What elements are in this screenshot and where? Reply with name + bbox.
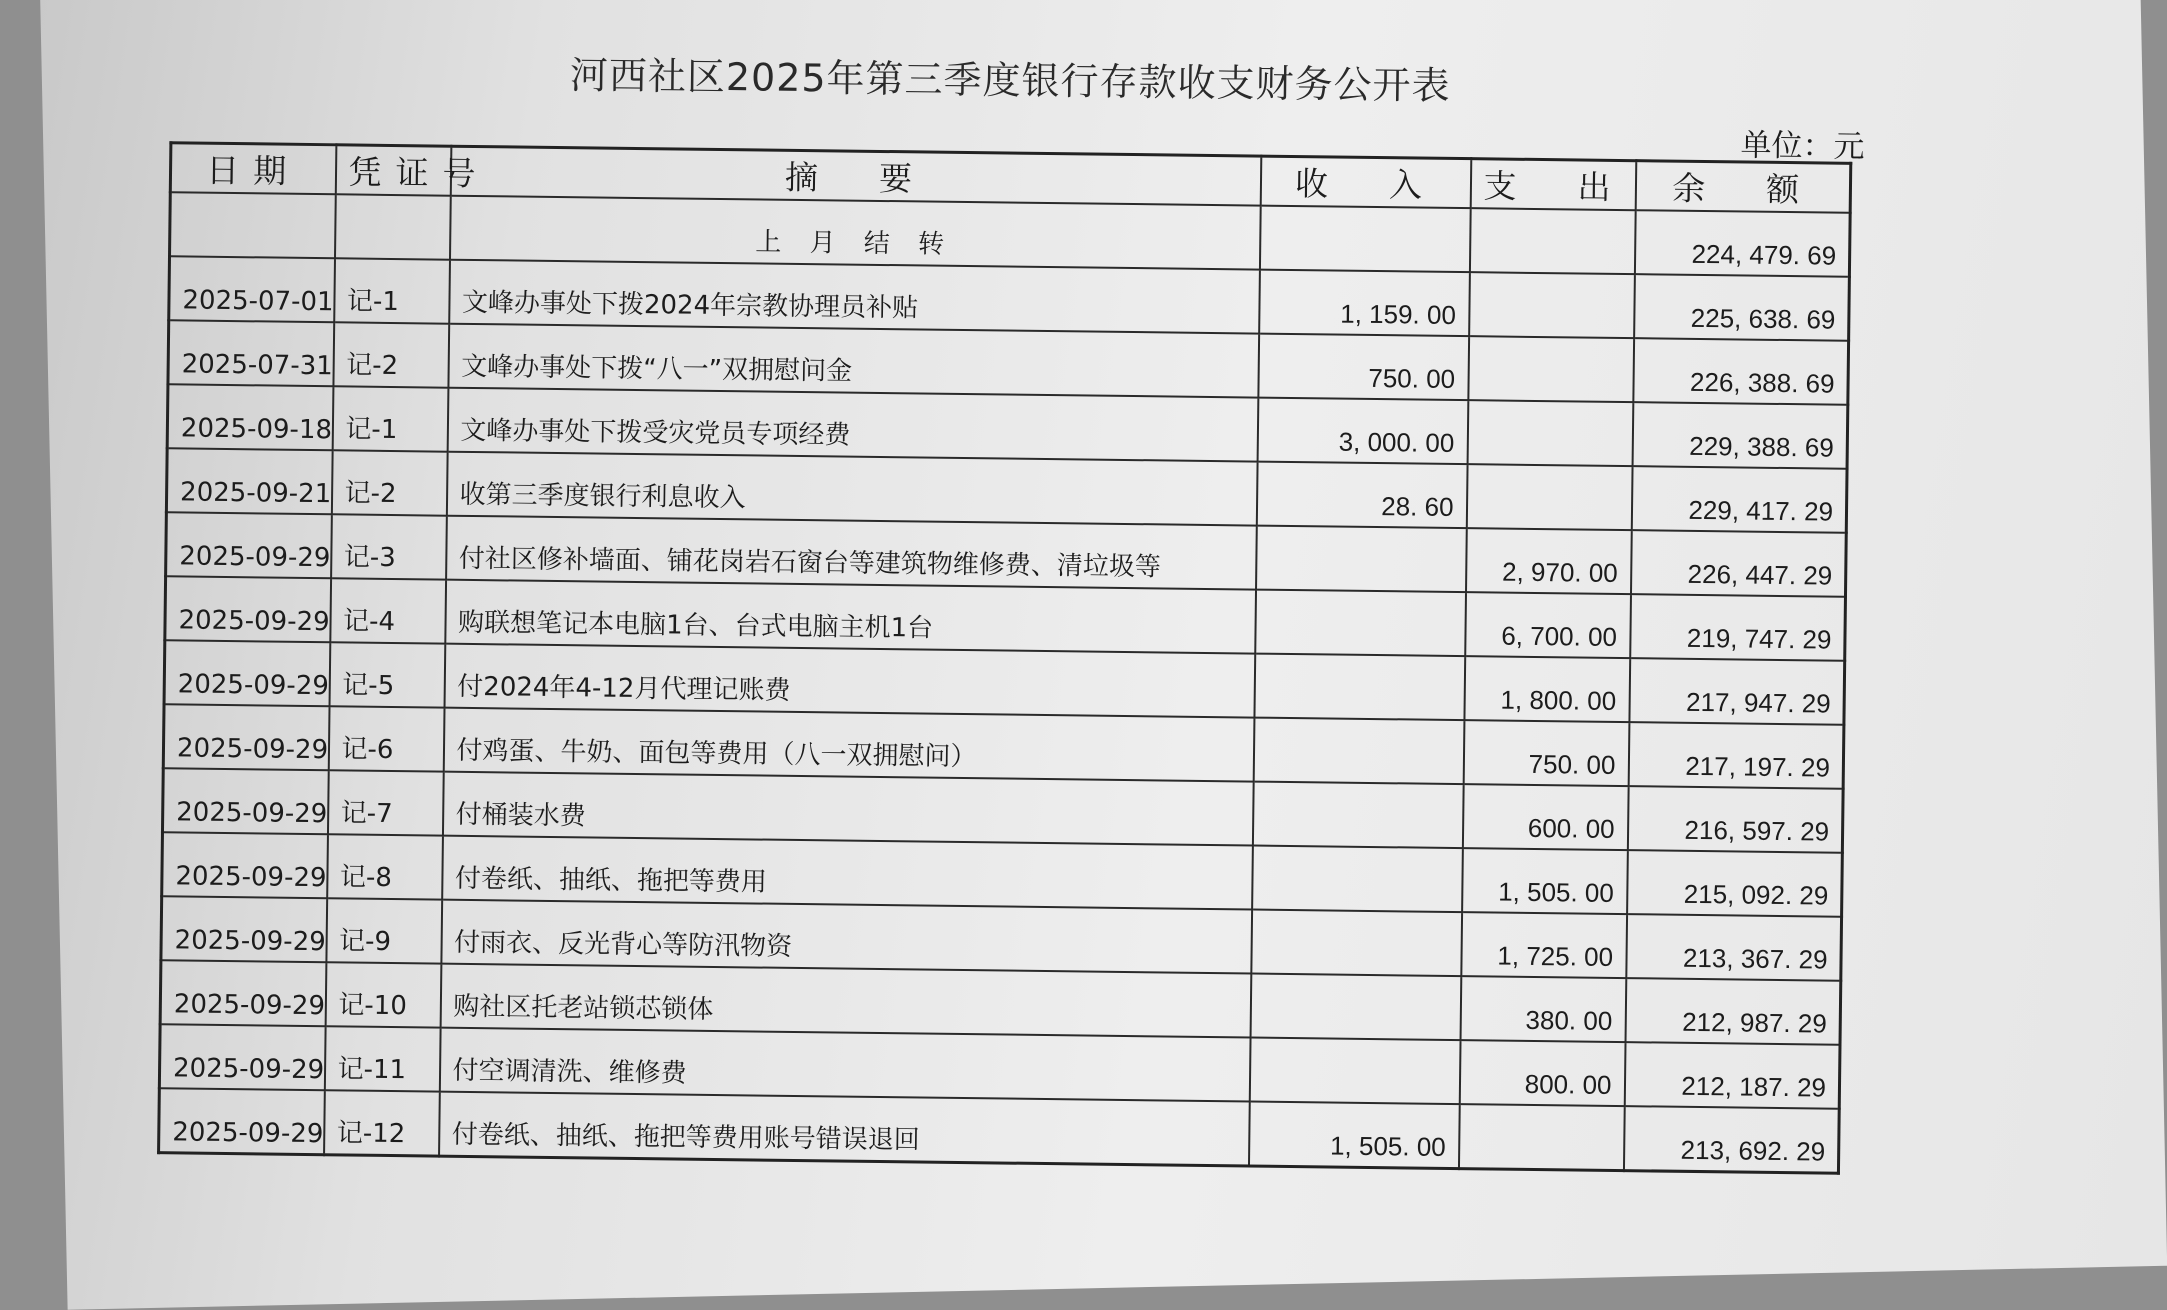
cell-summary: 文峰办事处下拨“八一”双拥慰问金 bbox=[448, 324, 1259, 398]
cell-income bbox=[1255, 590, 1466, 657]
carry-income bbox=[1259, 206, 1470, 273]
cell-income: 3, 000. 00 bbox=[1257, 398, 1468, 465]
carry-date bbox=[170, 192, 336, 258]
cell-date: 2025-09-29 bbox=[166, 512, 332, 578]
document-title: 河西社区2025年第三季度银行存款收支财务公开表 bbox=[569, 53, 1451, 108]
cell-income bbox=[1251, 910, 1462, 977]
cell-expense bbox=[1469, 272, 1635, 338]
cell-summary: 文峰办事处下拨2024年宗教协理员补贴 bbox=[449, 260, 1260, 334]
cell-voucher: 记-1 bbox=[332, 386, 448, 451]
cell-summary: 收第三季度银行利息收入 bbox=[446, 452, 1257, 526]
cell-balance: 226, 388. 69 bbox=[1633, 338, 1849, 405]
cell-voucher: 记-3 bbox=[331, 514, 447, 579]
cell-income: 1, 505. 00 bbox=[1248, 1102, 1459, 1169]
cell-income bbox=[1252, 782, 1463, 849]
cell-summary: 付2024年4-12月代理记账费 bbox=[444, 644, 1255, 718]
cell-income bbox=[1254, 654, 1465, 721]
cell-balance: 225, 638. 69 bbox=[1634, 274, 1850, 341]
cell-voucher: 记-12 bbox=[324, 1090, 440, 1156]
cell-date: 2025-09-21 bbox=[166, 448, 332, 514]
carry-expense bbox=[1469, 208, 1635, 274]
cell-income bbox=[1252, 846, 1463, 913]
cell-date: 2025-09-29 bbox=[165, 576, 331, 642]
cell-date: 2025-09-29 bbox=[160, 960, 326, 1026]
cell-expense bbox=[1467, 400, 1633, 466]
cell-expense: 2, 970. 00 bbox=[1466, 528, 1632, 594]
cell-income bbox=[1250, 974, 1461, 1041]
cell-balance: 217, 947. 29 bbox=[1629, 658, 1845, 725]
cell-date: 2025-07-01 bbox=[169, 256, 335, 322]
cell-voucher: 记-2 bbox=[333, 322, 449, 387]
cell-summary: 文峰办事处下拨受灾党员专项经费 bbox=[447, 388, 1258, 462]
cell-expense: 1, 800. 00 bbox=[1464, 656, 1630, 722]
cell-date: 2025-09-29 bbox=[164, 640, 330, 706]
cell-income bbox=[1253, 718, 1464, 785]
cell-balance: 215, 092. 29 bbox=[1627, 850, 1843, 917]
cell-expense: 800. 00 bbox=[1459, 1040, 1625, 1106]
cell-date: 2025-09-29 bbox=[159, 1024, 325, 1090]
cell-summary: 付卷纸、抽纸、拖把等费用账号错误退回 bbox=[439, 1092, 1250, 1166]
cell-summary: 付卷纸、抽纸、拖把等费用 bbox=[442, 836, 1253, 910]
cell-summary: 购联想笔记本电脑1台、台式电脑主机1台 bbox=[445, 580, 1256, 654]
cell-balance: 217, 197. 29 bbox=[1628, 722, 1844, 789]
header-summary: 摘 要 bbox=[450, 146, 1261, 205]
cell-expense: 600. 00 bbox=[1462, 784, 1628, 850]
cell-voucher: 记-4 bbox=[330, 578, 446, 643]
cell-summary: 付鸡蛋、牛奶、面包等费用（八一双拥慰问） bbox=[443, 708, 1254, 782]
cell-income: 28. 60 bbox=[1256, 462, 1467, 529]
cell-summary: 购社区托老站锁芯锁体 bbox=[440, 964, 1251, 1038]
cell-summary: 付社区修补墙面、铺花岗岩石窗台等建筑物维修费、清垃圾等 bbox=[446, 516, 1257, 590]
cell-expense: 6, 700. 00 bbox=[1465, 592, 1631, 658]
carry-balance: 224, 479. 69 bbox=[1634, 210, 1850, 277]
cell-date: 2025-09-29 bbox=[159, 1088, 325, 1155]
cell-date: 2025-09-29 bbox=[162, 832, 328, 898]
cell-balance: 213, 367. 29 bbox=[1626, 914, 1842, 981]
header-income: 收 入 bbox=[1260, 156, 1471, 208]
header-voucher: 凭证号 bbox=[335, 145, 451, 196]
cell-expense bbox=[1468, 336, 1634, 402]
cell-income: 750. 00 bbox=[1258, 334, 1469, 401]
cell-expense: 750. 00 bbox=[1463, 720, 1629, 786]
cell-balance: 229, 417. 29 bbox=[1631, 466, 1847, 533]
cell-date: 2025-09-29 bbox=[161, 896, 327, 962]
ledger-table bbox=[157, 141, 1852, 1174]
cell-balance: 213, 692. 29 bbox=[1623, 1106, 1839, 1173]
cell-income bbox=[1249, 1038, 1460, 1105]
cell-voucher: 记-1 bbox=[334, 258, 450, 323]
cell-income: 1, 159. 00 bbox=[1259, 270, 1470, 337]
cell-date: 2025-09-18 bbox=[167, 384, 333, 450]
cell-expense: 1, 725. 00 bbox=[1461, 912, 1627, 978]
cell-voucher: 记-10 bbox=[325, 962, 441, 1027]
cell-voucher: 记-8 bbox=[327, 834, 443, 899]
cell-date: 2025-09-29 bbox=[163, 704, 329, 770]
cell-balance: 212, 987. 29 bbox=[1625, 978, 1841, 1045]
cell-summary: 付桶装水费 bbox=[442, 772, 1253, 846]
cell-voucher: 记-11 bbox=[324, 1026, 440, 1091]
header-balance: 余 额 bbox=[1635, 161, 1851, 213]
cell-balance: 216, 597. 29 bbox=[1627, 786, 1843, 853]
cell-voucher: 记-9 bbox=[326, 898, 442, 963]
cell-expense bbox=[1466, 464, 1632, 530]
financial-statement bbox=[157, 27, 1971, 1176]
carry-voucher bbox=[334, 194, 450, 259]
cell-summary: 付雨衣、反光背心等防汛物资 bbox=[441, 900, 1252, 974]
cell-balance: 212, 187. 29 bbox=[1624, 1042, 1840, 1109]
cell-date: 2025-09-29 bbox=[162, 768, 328, 834]
cell-voucher: 记-7 bbox=[327, 770, 443, 835]
cell-voucher: 记-6 bbox=[328, 706, 444, 771]
header-expense: 支 出 bbox=[1470, 159, 1636, 211]
cell-summary: 付空调清洗、维修费 bbox=[439, 1028, 1250, 1102]
cell-expense bbox=[1458, 1104, 1624, 1171]
cell-voucher: 记-2 bbox=[331, 450, 447, 515]
cell-balance: 226, 447. 29 bbox=[1630, 530, 1846, 597]
cell-date: 2025-07-31 bbox=[168, 320, 334, 386]
cell-income bbox=[1256, 526, 1467, 593]
unit-label: 单位：元 bbox=[1740, 127, 1865, 165]
carry-summary: 上 月 结 转 bbox=[449, 196, 1260, 270]
cell-expense: 1, 505. 00 bbox=[1462, 848, 1628, 914]
header-date: 日期 bbox=[170, 143, 336, 195]
cell-balance: 219, 747. 29 bbox=[1630, 594, 1846, 661]
cell-expense: 380. 00 bbox=[1460, 976, 1626, 1042]
cell-balance: 229, 388. 69 bbox=[1632, 402, 1848, 469]
paper-sheet bbox=[40, 0, 2167, 1310]
cell-voucher: 记-5 bbox=[329, 642, 445, 707]
